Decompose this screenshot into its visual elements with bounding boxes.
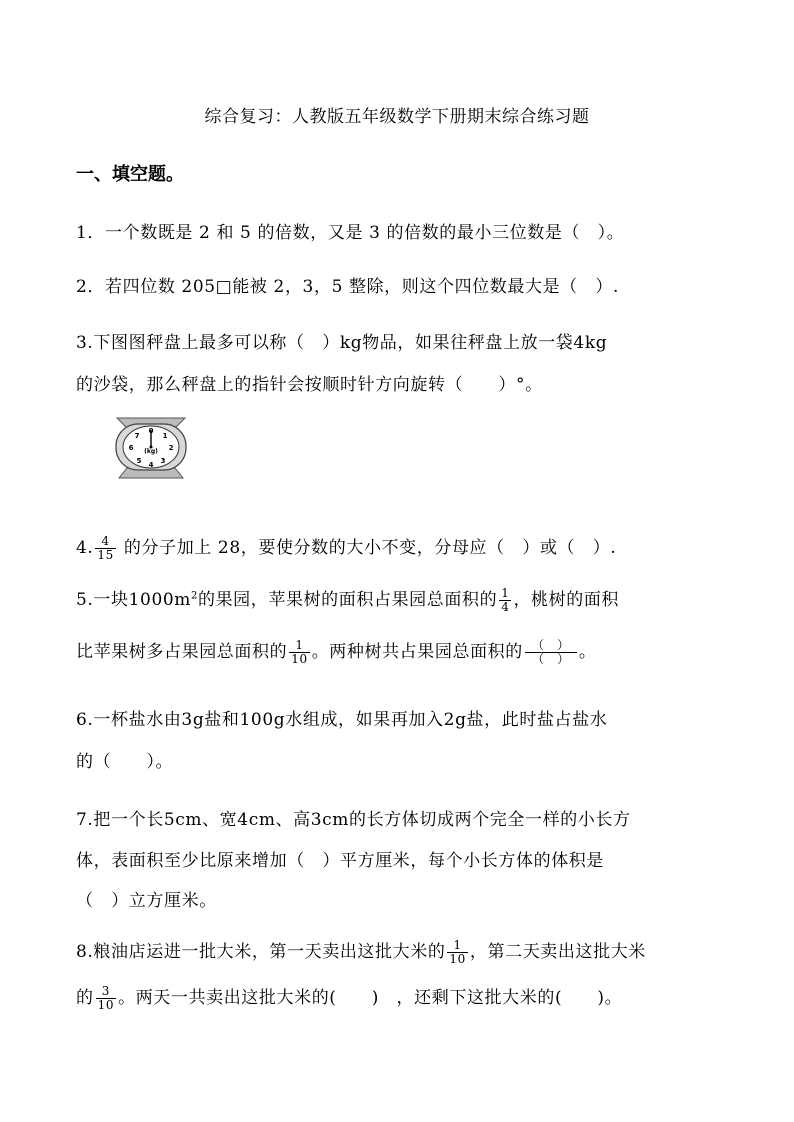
dial-number-1: 1 <box>162 432 168 440</box>
question-7-line-3: （ ）立方厘米。 <box>76 891 217 911</box>
dial-number-7: 7 <box>134 432 140 440</box>
section-title: 一、填空题。 <box>76 164 184 185</box>
question-4-prefix: 4. <box>76 538 94 558</box>
fraction-denominator: 10 <box>449 952 466 966</box>
question-6-line-2: 的（ ）。 <box>76 752 174 772</box>
question-4 <box>76 533 616 562</box>
fraction-denominator: 15 <box>97 548 114 562</box>
question-8-line-1 <box>76 937 646 966</box>
scale-unit-label: (kg) <box>144 448 158 455</box>
question-1: 1．一个数既是 2 和 5 的倍数，又是 3 的倍数的最小三位数是（ ）。 <box>76 223 625 243</box>
q8-fraction-2 <box>96 985 116 1012</box>
dial-number-5: 5 <box>136 457 142 465</box>
q8-fraction-1 <box>447 939 467 966</box>
dial-number-2: 2 <box>168 444 174 452</box>
question-4-text: 的分子加上 28，要使分数的大小不变，分母应（ ）或（ ）. <box>117 538 617 558</box>
fraction-numerator: （ ） <box>525 639 577 653</box>
question-7-line-1: 7.把一个长5cm、宽4cm、高3cm的长方体切成两个完全一样的小长方 <box>76 810 631 830</box>
fraction-numerator: 3 <box>96 985 116 999</box>
fraction-numerator: 4 <box>95 535 115 549</box>
q8-text-b: ，第二天卖出这批大米 <box>469 942 646 962</box>
scale-icon <box>113 410 189 480</box>
page-title: 综合复习：人教版五年级数学下册期末综合练习题 <box>204 107 590 127</box>
q8-text-c: 的 <box>76 988 94 1008</box>
fraction-denominator: 10 <box>97 998 115 1012</box>
q5-text-d: 比苹果树多占果园总面积的 <box>76 642 288 662</box>
question-2: 2．若四位数 205□能被 2，3，5 整除，则这个四位数最大是（ ）. <box>76 277 619 297</box>
dial-number-0: 0 <box>148 427 154 435</box>
question-8-line-2 <box>76 983 622 1012</box>
question-3-line-1: 3.下图图秤盘上最多可以称（ ）kg物品，如果往秤盘上放一袋4kg <box>76 333 608 353</box>
q8-text-d: 。两天一共卖出这批大米的( ) ，还剩下这批大米的( )。 <box>118 988 623 1008</box>
question-5-line-2 <box>76 637 597 666</box>
fraction-denominator: （ ） <box>531 652 570 666</box>
question-3-line-2: 的沙袋，那么秤盘上的指针会按顺时针方向旋转（ ）°。 <box>76 375 543 395</box>
q5-answer-fraction <box>525 639 577 666</box>
fraction-denominator: 10 <box>291 652 308 666</box>
question-4-fraction <box>95 535 115 562</box>
fraction-numerator: 1 <box>447 939 467 953</box>
q5-fraction-2 <box>289 639 309 666</box>
fraction-denominator: 4 <box>501 600 510 614</box>
q5-text-b: 的果园，苹果树的面积占果园总面积的 <box>197 590 498 610</box>
q5-text-f: 。 <box>578 642 597 662</box>
q8-text-a: 8.粮油店运进一批大米，第一天卖出这批大米的 <box>76 942 446 962</box>
q5-text-c: ，桃树的面积 <box>513 590 620 610</box>
question-7-line-2: 体，表面积至少比原来增加（ ）平方厘米，每个小长方体的体积是 <box>76 851 604 871</box>
question-5-line-1 <box>76 585 619 614</box>
dial-number-3: 3 <box>160 457 166 465</box>
question-6-line-1: 6.一杯盐水由3g盐和100g水组成，如果再加入2g盐，此时盐占盐水 <box>76 710 608 730</box>
q5-text-e: 。两种树共占果园总面积的 <box>311 642 523 662</box>
dial-number-6: 6 <box>128 444 134 452</box>
q5-text-a: 5.一块1000m <box>76 590 192 610</box>
q5-superscript: 2 <box>191 590 198 602</box>
dial-number-4: 4 <box>148 461 154 469</box>
q5-fraction-1 <box>499 587 511 614</box>
fraction-numerator: 1 <box>289 639 309 653</box>
fraction-numerator: 1 <box>501 586 510 600</box>
